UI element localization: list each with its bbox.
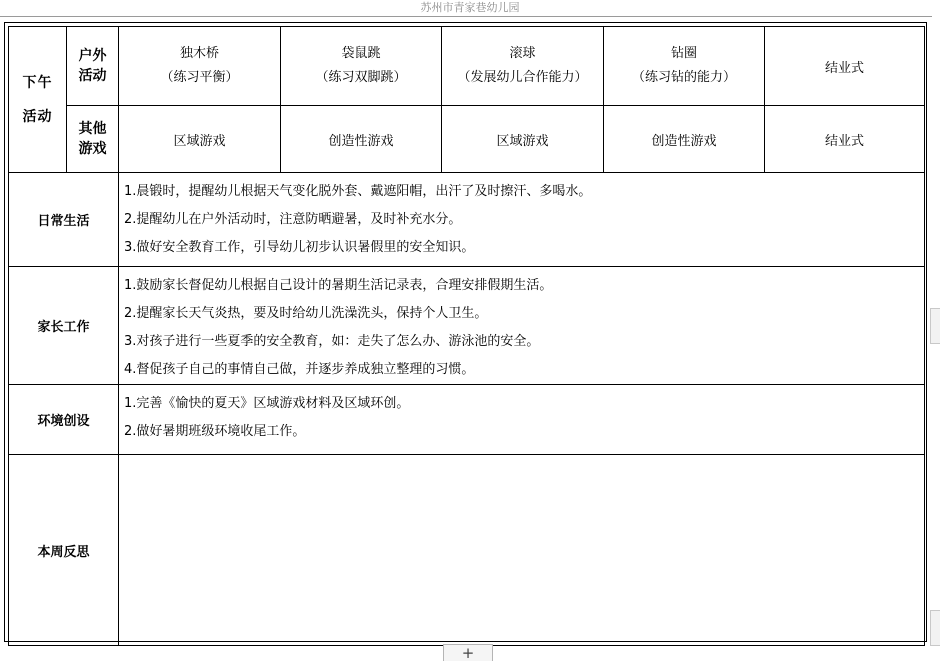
header-rule	[0, 16, 932, 17]
list-item: 2.提醒幼儿在户外活动时，注意防晒避暑，及时补充水分。	[124, 212, 462, 227]
side-scroll-handle-lower[interactable]	[930, 610, 940, 646]
outdoor-activity-row	[9, 27, 925, 106]
parent-work-content	[119, 267, 925, 385]
list-item: 1.鼓励家长督促幼儿根据自己设计的暑期生活记录表，合理安排假期生活。	[124, 278, 553, 293]
activity-note: （练习双脚跳）	[315, 70, 407, 85]
other-games-label: 其他游戏	[67, 106, 119, 173]
weekly-plan-table	[8, 26, 925, 646]
parent-work-row	[9, 267, 925, 385]
parent-work-label: 家长工作	[9, 267, 119, 385]
outdoor-activity-label: 户外活动	[67, 27, 119, 106]
reflection-content[interactable]	[119, 455, 925, 646]
environment-content	[119, 385, 925, 455]
other-game-cell: 区域游戏	[119, 106, 281, 173]
list-item: 3.做好安全教育工作，引导幼儿初步认识暑假里的安全知识。	[124, 240, 475, 255]
other-game-cell: 结业式	[765, 106, 925, 173]
document-header: 苏州市青家巷幼儿园	[420, 1, 520, 14]
activity-note: （练习平衡）	[160, 70, 239, 85]
daily-life-label: 日常生活	[9, 173, 119, 267]
activity-name: 独木桥	[179, 46, 219, 61]
list-item: 4.督促孩子自己的事情自己做，并逐步养成独立整理的习惯。	[124, 362, 475, 377]
daily-life-row	[9, 173, 925, 267]
activity-name: 钻圈	[670, 46, 697, 61]
afternoon-activity-label: 下午活动	[9, 27, 67, 173]
activity-name: 袋鼠跳	[341, 46, 381, 61]
side-scroll-handle-upper[interactable]	[930, 308, 940, 344]
outdoor-activity-cell	[765, 27, 925, 106]
outdoor-activity-cell	[119, 27, 281, 106]
reflection-label: 本周反思	[9, 455, 119, 646]
other-games-row	[9, 106, 925, 173]
outdoor-activity-cell	[281, 27, 442, 106]
list-item: 2.提醒家长天气炎热，要及时给幼儿洗澡洗头，保持个人卫生。	[124, 306, 488, 321]
list-item: 2.做好暑期班级环境收尾工作。	[124, 424, 306, 439]
list-item: 1.完善《愉快的夏天》区域游戏材料及区域环创。	[124, 396, 410, 411]
outdoor-activity-cell	[442, 27, 604, 106]
other-game-cell: 创造性游戏	[604, 106, 765, 173]
environment-label: 环境创设	[9, 385, 119, 455]
activity-note: （练习钻的能力）	[631, 70, 736, 85]
outdoor-activity-cell	[604, 27, 765, 106]
environment-row	[9, 385, 925, 455]
activity-name: 滚球	[509, 46, 536, 61]
reflection-row	[9, 455, 925, 646]
add-page-button[interactable]: +	[443, 644, 493, 661]
other-game-cell: 创造性游戏	[281, 106, 442, 173]
daily-life-content	[119, 173, 925, 267]
list-item: 1.晨锻时，提醒幼儿根据天气变化脱外套、戴遮阳帽，出汗了及时擦汗、多喝水。	[124, 184, 592, 199]
activity-name: 结业式	[824, 60, 864, 76]
activity-note: （发展幼儿合作能力）	[457, 70, 588, 85]
list-item: 3.对孩子进行一些夏季的安全教育，如：走失了怎么办、游泳池的安全。	[124, 334, 540, 349]
other-game-cell: 区域游戏	[442, 106, 604, 173]
